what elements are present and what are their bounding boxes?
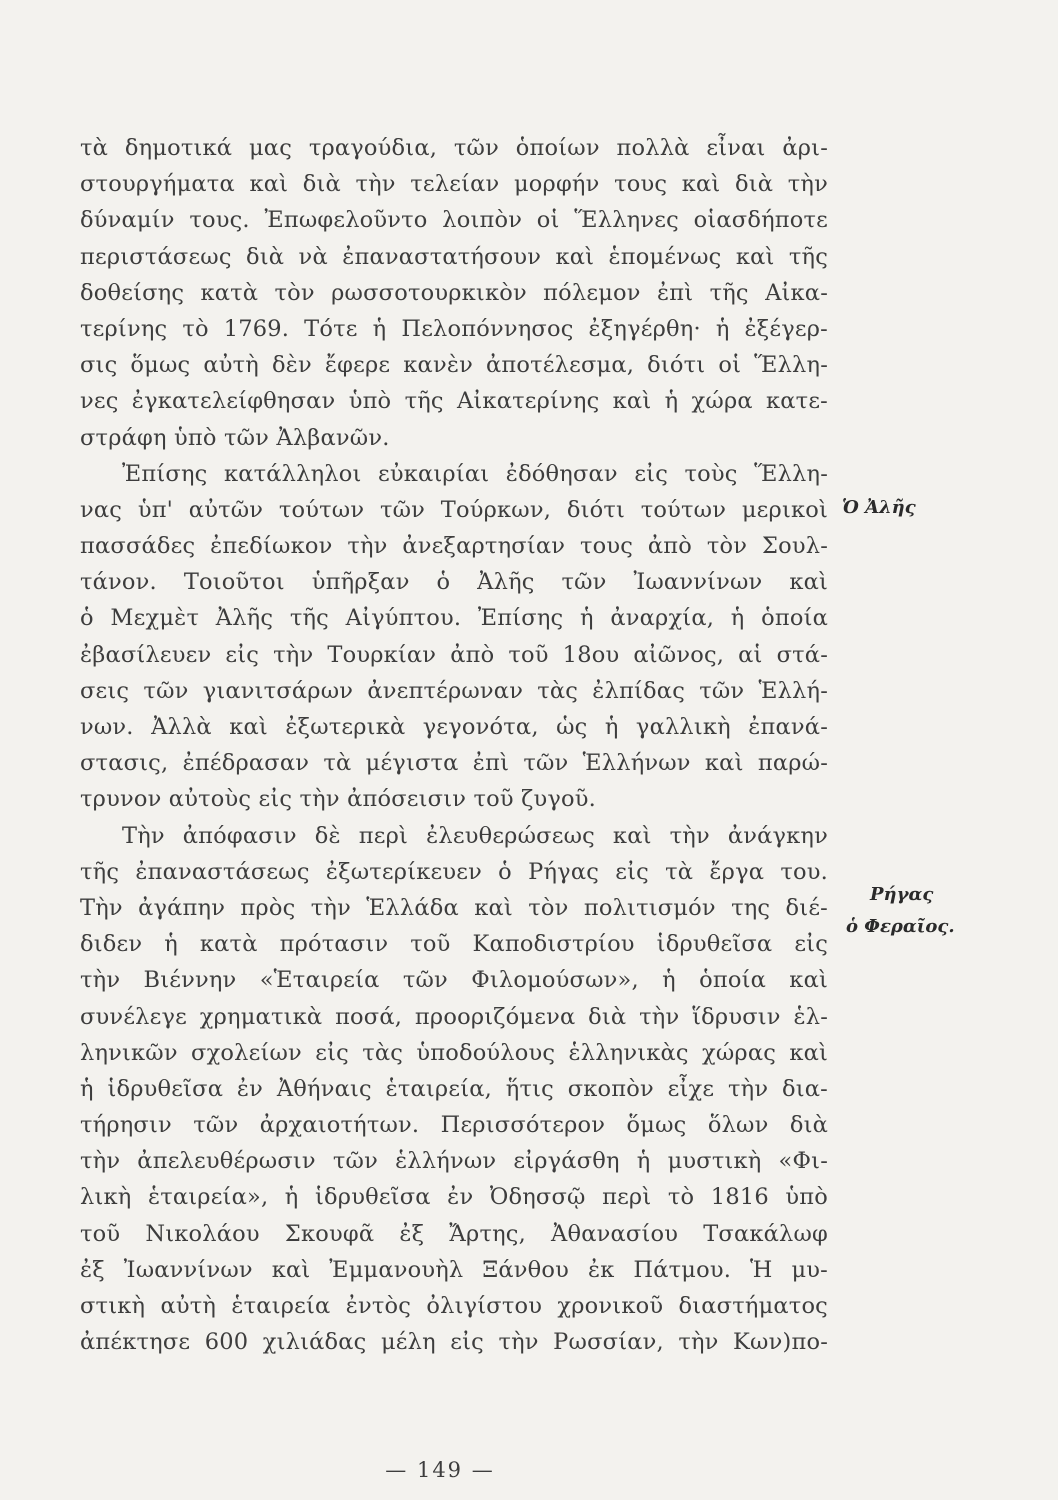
text-line: δοθείσης κατὰ τὸν ρωσσοτουρκικὸν πόλεμον ἐπὶ τῆς Αἰκα- xyxy=(80,279,828,306)
text-line: πασσάδες ἐπεδίωκον τὴν ἀνεξαρτησίαν τους ἀπὸ τὸν Σουλ- xyxy=(80,533,828,560)
text-line: λικὴ ἑταιρεία», ἡ ἱδρυθεῖσα ἐν Ὀδησσῷ περὶ τὸ 1816 ὑπὸ xyxy=(80,1184,828,1211)
text-line: τὴν ἀπελευθέρωσιν τῶν ἑλλήνων εἰργάσθη ἡ μυστικὴ «Φι- xyxy=(80,1148,828,1175)
text-line: σις ὅμως αὐτὴ δὲν ἔφερε κανὲν ἀποτέλεσμα, διότι οἱ Ἕλλη- xyxy=(80,352,828,379)
margin-note-feraios: ὁ Φεραῖος. xyxy=(846,916,955,937)
page-number: — 149 — xyxy=(385,1458,495,1482)
text-line: περιστάσεως διὰ νὰ ἐπαναστατήσουν καὶ ἑπομένως καὶ τῆς xyxy=(80,243,828,270)
text-line: Ἐπίσης κατάλληλοι εὐκαιρίαι ἐδόθησαν εἰς τοὺς Ἕλλη- xyxy=(122,460,828,487)
text-line: ἀπέκτησε 600 χιλιάδας μέλη εἰς τὴν Ρωσσίαν, τὴν Κων)πο- xyxy=(80,1329,828,1356)
text-line: ἐξ Ἰωαννίνων καὶ Ἐμμανουὴλ Ξάνθου ἐκ Πάτμου. Ἡ μυ- xyxy=(80,1256,828,1283)
text-line: στουργήματα καὶ διὰ τὴν τελείαν μορφήν τους καὶ διὰ τὴν xyxy=(80,171,828,198)
text-line: ληνικῶν σχολείων εἰς τὰς ὑποδούλους ἑλληνικὰς χώρας καὶ xyxy=(80,1039,828,1066)
text-line: διδεν ἡ κατὰ πρότασιν τοῦ Καποδιστρίου ἱδρυθεῖσα εἰς xyxy=(80,931,828,958)
text-line: στασις, ἐπέδρασαν τὰ μέγιστα ἐπὶ τῶν Ἑλλήνων καὶ παρώ- xyxy=(80,750,828,777)
margin-note-ali: Ὁ Ἀλῆς xyxy=(842,497,916,518)
text-line: νες ἐγκατελείφθησαν ὑπὸ τῆς Αἰκατερίνης καὶ ἡ χώρα κατε- xyxy=(80,388,828,415)
text-line: Τὴν ἀγάπην πρὸς τὴν Ἑλλάδα καὶ τὸν πολιτισμόν της διέ- xyxy=(80,894,828,921)
text-line: τῆς ἐπαναστάσεως ἐξωτερίκευεν ὁ Ρήγας εἰς τὰ ἔργα του. xyxy=(80,858,828,885)
text-line: συνέλεγε χρηματικὰ ποσά, προοριζόμενα διὰ τὴν ἵδρυσιν ἑλ- xyxy=(80,1003,828,1030)
margin-note-rigas: Ρήγας xyxy=(870,884,934,905)
text-line: τρυνον αὐτοὺς εἰς τὴν ἀπόσεισιν τοῦ ζυγοῦ. xyxy=(80,786,596,813)
body-text xyxy=(80,130,828,1360)
text-line: τήρησιν τῶν ἀρχαιοτήτων. Περισσότερον ὅμως ὅλων διὰ xyxy=(80,1112,828,1139)
text-line: ἐβασίλευεν εἰς τὴν Τουρκίαν ἀπὸ τοῦ 18ου αἰῶνος, αἱ στά- xyxy=(80,641,828,668)
text-line: δύναμίν τους. Ἐπωφελοῦντο λοιπὸν οἱ Ἕλληνες οἱασδήποτε xyxy=(80,207,828,234)
text-line: ὁ Μεχμὲτ Ἀλῆς τῆς Αἰγύπτου. Ἐπίσης ἡ ἀναρχία, ἡ ὁποία xyxy=(80,605,828,632)
text-line: σεις τῶν γιανιτσάρων ἀνεπτέρωναν τὰς ἐλπίδας τῶν Ἑλλή- xyxy=(80,677,828,704)
text-line: τάνον. Τοιοῦτοι ὑπῆρξαν ὁ Ἀλῆς τῶν Ἰωαννίνων καὶ xyxy=(80,569,828,596)
text-line: τὰ δημοτικά μας τραγούδια, τῶν ὁποίων πολλὰ εἶναι ἀρι- xyxy=(80,135,828,161)
text-line: ἡ ἱδρυθεῖσα ἐν Ἀθήναις ἑταιρεία, ἥτις σκοπὸν εἶχε τὴν δια- xyxy=(80,1075,828,1102)
text-line: νας ὑπ' αὐτῶν τούτων τῶν Τούρκων, διότι τούτων μερικοὶ xyxy=(80,496,828,523)
text-line: Τὴν ἀπόφασιν δὲ περὶ ἐλευθερώσεως καὶ τὴν ἀνάγκην xyxy=(122,822,828,849)
text-line: τερίνης τὸ 1769. Τότε ἡ Πελοπόννησος ἐξηγέρθη· ἡ ἐξέγερ- xyxy=(80,315,828,342)
text-line: στικὴ αὐτὴ ἑταιρεία ἐντὸς ὀλιγίστου χρονικοῦ διαστήματος xyxy=(80,1293,828,1319)
text-line: τὴν Βιέννην «Ἑταιρεία τῶν Φιλομούσων», ἡ ὁποία καὶ xyxy=(80,967,828,994)
text-line: τοῦ Νικολάου Σκουφᾶ ἐξ Ἄρτης, Ἀθανασίου Τσακάλωφ xyxy=(80,1220,828,1247)
text-line: στράφη ὑπὸ τῶν Ἀλβανῶν. xyxy=(80,424,390,451)
text-line: νων. Ἀλλὰ καὶ ἐξωτερικὰ γεγονότα, ὡς ἡ γαλλικὴ ἐπανά- xyxy=(80,714,828,740)
